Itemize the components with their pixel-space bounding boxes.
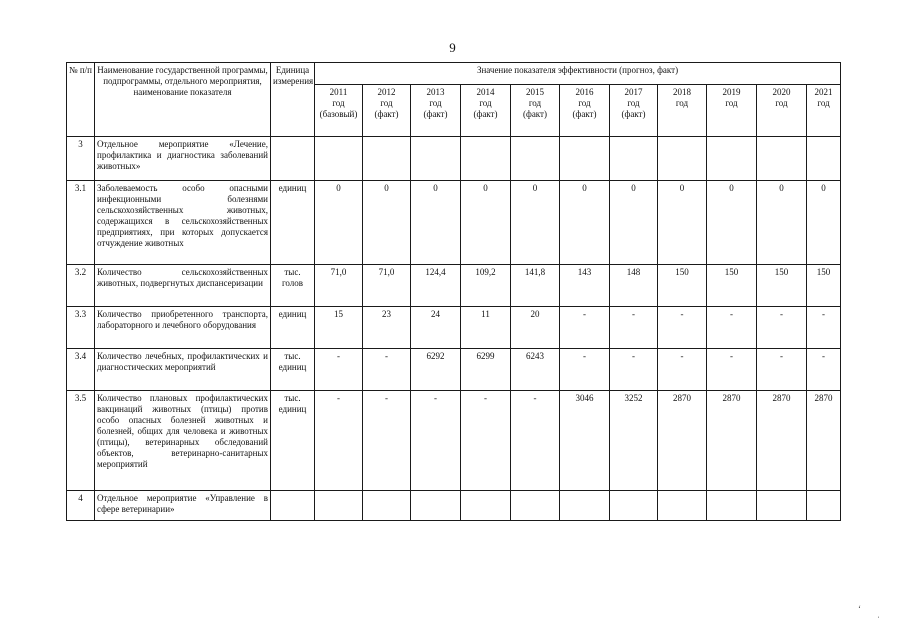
row-number: 3 (67, 137, 95, 181)
row-value-2019: 2870 (707, 391, 757, 491)
row-value-2014: 0 (461, 181, 511, 265)
header-year-2017 (610, 85, 658, 137)
header-year-2013 (411, 85, 461, 137)
row-value-2018: 0 (658, 181, 707, 265)
row-value-2011: - (315, 391, 363, 491)
row-value-2013 (411, 137, 461, 181)
header-year-word: год (578, 98, 591, 108)
header-year-note: (факт) (423, 109, 448, 119)
row-value-2012 (363, 137, 411, 181)
header-year-note: (факт) (473, 109, 498, 119)
header-year-word: год (429, 98, 442, 108)
row-value-2019 (707, 137, 757, 181)
table-row (67, 491, 841, 521)
header-year-2011 (315, 85, 363, 137)
row-value-2018: 2870 (658, 391, 707, 491)
row-value-2014: 11 (461, 307, 511, 349)
row-value-2011: 0 (315, 181, 363, 265)
row-value-2021: 0 (807, 181, 841, 265)
header-year-word: год (627, 98, 640, 108)
row-value-2012: 0 (363, 181, 411, 265)
row-value-2016 (560, 491, 610, 521)
row-value-2012: - (363, 391, 411, 491)
row-value-2017: - (610, 307, 658, 349)
row-value-2020: - (757, 307, 807, 349)
header-year-note: (факт) (572, 109, 597, 119)
header-year-word: год (479, 98, 492, 108)
row-unit: тыс. единиц (271, 391, 315, 491)
header-year-word: год (528, 98, 542, 108)
row-value-2019: 150 (707, 265, 757, 307)
row-number: 3.3 (67, 307, 95, 349)
row-value-2016: 3046 (560, 391, 610, 491)
row-value-2018 (658, 137, 707, 181)
row-value-2015 (511, 137, 560, 181)
row-indicator-name: Количество плановых профилактических вакцинаций животных (птицы) против особо опасных болезней животных и болезней, общих для человека и животных (птицы), ветеринарных обследований объектов, ветеринарно-санитарных мероприятий (95, 391, 271, 491)
row-value-2016: 143 (560, 265, 610, 307)
row-value-2019 (707, 491, 757, 521)
header-year-2021 (807, 85, 841, 137)
row-unit: тыс. единиц (271, 349, 315, 391)
row-value-2012: 23 (363, 307, 411, 349)
header-year-2014 (461, 85, 511, 137)
row-value-2020: - (757, 349, 807, 391)
header-year-year: 2014 (476, 87, 495, 97)
header-year-year: 2020 (772, 87, 791, 97)
row-unit (271, 491, 315, 521)
row-indicator-name: Количество сельскохозяйственных животных, подвергнутых диспансеризации (95, 265, 271, 307)
row-indicator-name: Заболеваемость особо опасными инфекционными болезнями сельскохозяйственных животных, содержащихся в сельскохозяйственных предприятиях, при которых допускается отчуждение животных (95, 181, 271, 265)
row-value-2015: 141,8 (511, 265, 560, 307)
header-year-word: год (725, 98, 738, 108)
row-value-2020 (757, 137, 807, 181)
header-year-2018 (658, 85, 707, 137)
row-number: 3.1 (67, 181, 95, 265)
row-value-2014 (461, 491, 511, 521)
row-unit: единиц (271, 181, 315, 265)
header-year-year: 2016 (575, 87, 594, 97)
row-value-2011 (315, 491, 363, 521)
row-value-2011: - (315, 349, 363, 391)
row-value-2021 (807, 137, 841, 181)
header-year-note: (факт) (374, 109, 399, 119)
row-value-2017: 3252 (610, 391, 658, 491)
row-value-2012 (363, 491, 411, 521)
row-value-2013: 124,4 (411, 265, 461, 307)
row-value-2011 (315, 137, 363, 181)
row-value-2013: 0 (411, 181, 461, 265)
row-value-2015: - (511, 391, 560, 491)
table-row (67, 181, 841, 265)
header-year-year: 2015 (526, 87, 544, 97)
header-year-word: год (675, 98, 689, 108)
header-year-year: 2011 (329, 87, 348, 97)
row-number: 3.2 (67, 265, 95, 307)
row-value-2014 (461, 137, 511, 181)
header-num: № п/п (67, 63, 95, 137)
row-value-2013 (411, 491, 461, 521)
row-value-2017: 0 (610, 181, 658, 265)
header-year-note: (факт) (522, 109, 547, 119)
row-value-2019: 0 (707, 181, 757, 265)
row-value-2016 (560, 137, 610, 181)
row-indicator-name: Количество лечебных, профилактических и диагностических мероприятий (95, 349, 271, 391)
row-value-2021: - (807, 349, 841, 391)
header-year-2019 (707, 85, 757, 137)
row-value-2013: - (411, 391, 461, 491)
table-row (67, 391, 841, 491)
header-year-year: 2013 (426, 87, 445, 97)
header-year-word: год (332, 98, 345, 108)
row-value-2015: 6243 (511, 349, 560, 391)
row-value-2011: 71,0 (315, 265, 363, 307)
header-year-word: год (817, 98, 830, 108)
row-value-2014: 6299 (461, 349, 511, 391)
row-value-2016: - (560, 349, 610, 391)
header-year-year: 2012 (377, 87, 396, 97)
table-row (67, 137, 841, 181)
header-year-year: 2021 (814, 87, 833, 97)
row-value-2020: 150 (757, 265, 807, 307)
row-value-2017: - (610, 349, 658, 391)
row-value-2017 (610, 491, 658, 521)
row-value-2018: - (658, 307, 707, 349)
header-values-title: Значение показателя эффективности (прогноз, факт) (315, 63, 841, 85)
header-year-word: год (380, 98, 393, 108)
row-indicator-name: Отдельное мероприятие «Управление в сфере ветеринарии» (95, 491, 271, 521)
row-unit (271, 137, 315, 181)
row-number: 3.5 (67, 391, 95, 491)
row-value-2019: - (707, 307, 757, 349)
header-year-2020 (757, 85, 807, 137)
table-row (67, 349, 841, 391)
row-value-2015: 20 (511, 307, 560, 349)
row-value-2021: 150 (807, 265, 841, 307)
row-value-2020 (757, 491, 807, 521)
header-year-word: год (775, 98, 788, 108)
row-value-2014: 109,2 (461, 265, 511, 307)
row-value-2020: 0 (757, 181, 807, 265)
row-unit: тыс. голов (271, 265, 315, 307)
row-indicator-name: Количество приобретенного транспорта, лабораторного и лечебного оборудования (95, 307, 271, 349)
row-value-2011: 15 (315, 307, 363, 349)
row-value-2018: 150 (658, 265, 707, 307)
row-unit: единиц (271, 307, 315, 349)
row-value-2015: 0 (511, 181, 560, 265)
row-value-2018 (658, 491, 707, 521)
table-row (67, 265, 841, 307)
header-year-note: (факт) (621, 109, 646, 119)
header-year-2016 (560, 85, 610, 137)
table-row (67, 307, 841, 349)
row-value-2018: - (658, 349, 707, 391)
row-value-2021: 2870 (807, 391, 841, 491)
row-value-2014: - (461, 391, 511, 491)
row-value-2015 (511, 491, 560, 521)
header-year-year: 2018 (673, 87, 691, 97)
header-name: Наименование государственной программы, подпрограммы, отдельного мероприятия, наименование показателя (95, 63, 271, 137)
header-unit: Единица измерения (271, 63, 315, 137)
row-indicator-name: Отдельное мероприятие «Лечение, профилактика и диагностика заболеваний животных» (95, 137, 271, 181)
indicators-table (66, 62, 841, 521)
row-value-2016: - (560, 307, 610, 349)
row-value-2013: 24 (411, 307, 461, 349)
row-value-2020: 2870 (757, 391, 807, 491)
header-year-2015 (511, 85, 560, 137)
scan-mark: ‘ (858, 604, 861, 614)
row-value-2013: 6292 (411, 349, 461, 391)
row-value-2021: - (807, 307, 841, 349)
row-number: 4 (67, 491, 95, 521)
row-value-2017 (610, 137, 658, 181)
row-value-2012: - (363, 349, 411, 391)
header-year-year: 2019 (722, 87, 741, 97)
row-value-2021 (807, 491, 841, 521)
row-value-2019: - (707, 349, 757, 391)
row-value-2017: 148 (610, 265, 658, 307)
row-value-2016: 0 (560, 181, 610, 265)
scan-mark: ˌ (877, 608, 880, 618)
header-year-note: (базовый) (319, 109, 358, 119)
row-value-2012: 71,0 (363, 265, 411, 307)
header-year-year: 2017 (624, 87, 643, 97)
page-number: 9 (449, 40, 456, 55)
row-number: 3.4 (67, 349, 95, 391)
header-year-2012 (363, 85, 411, 137)
